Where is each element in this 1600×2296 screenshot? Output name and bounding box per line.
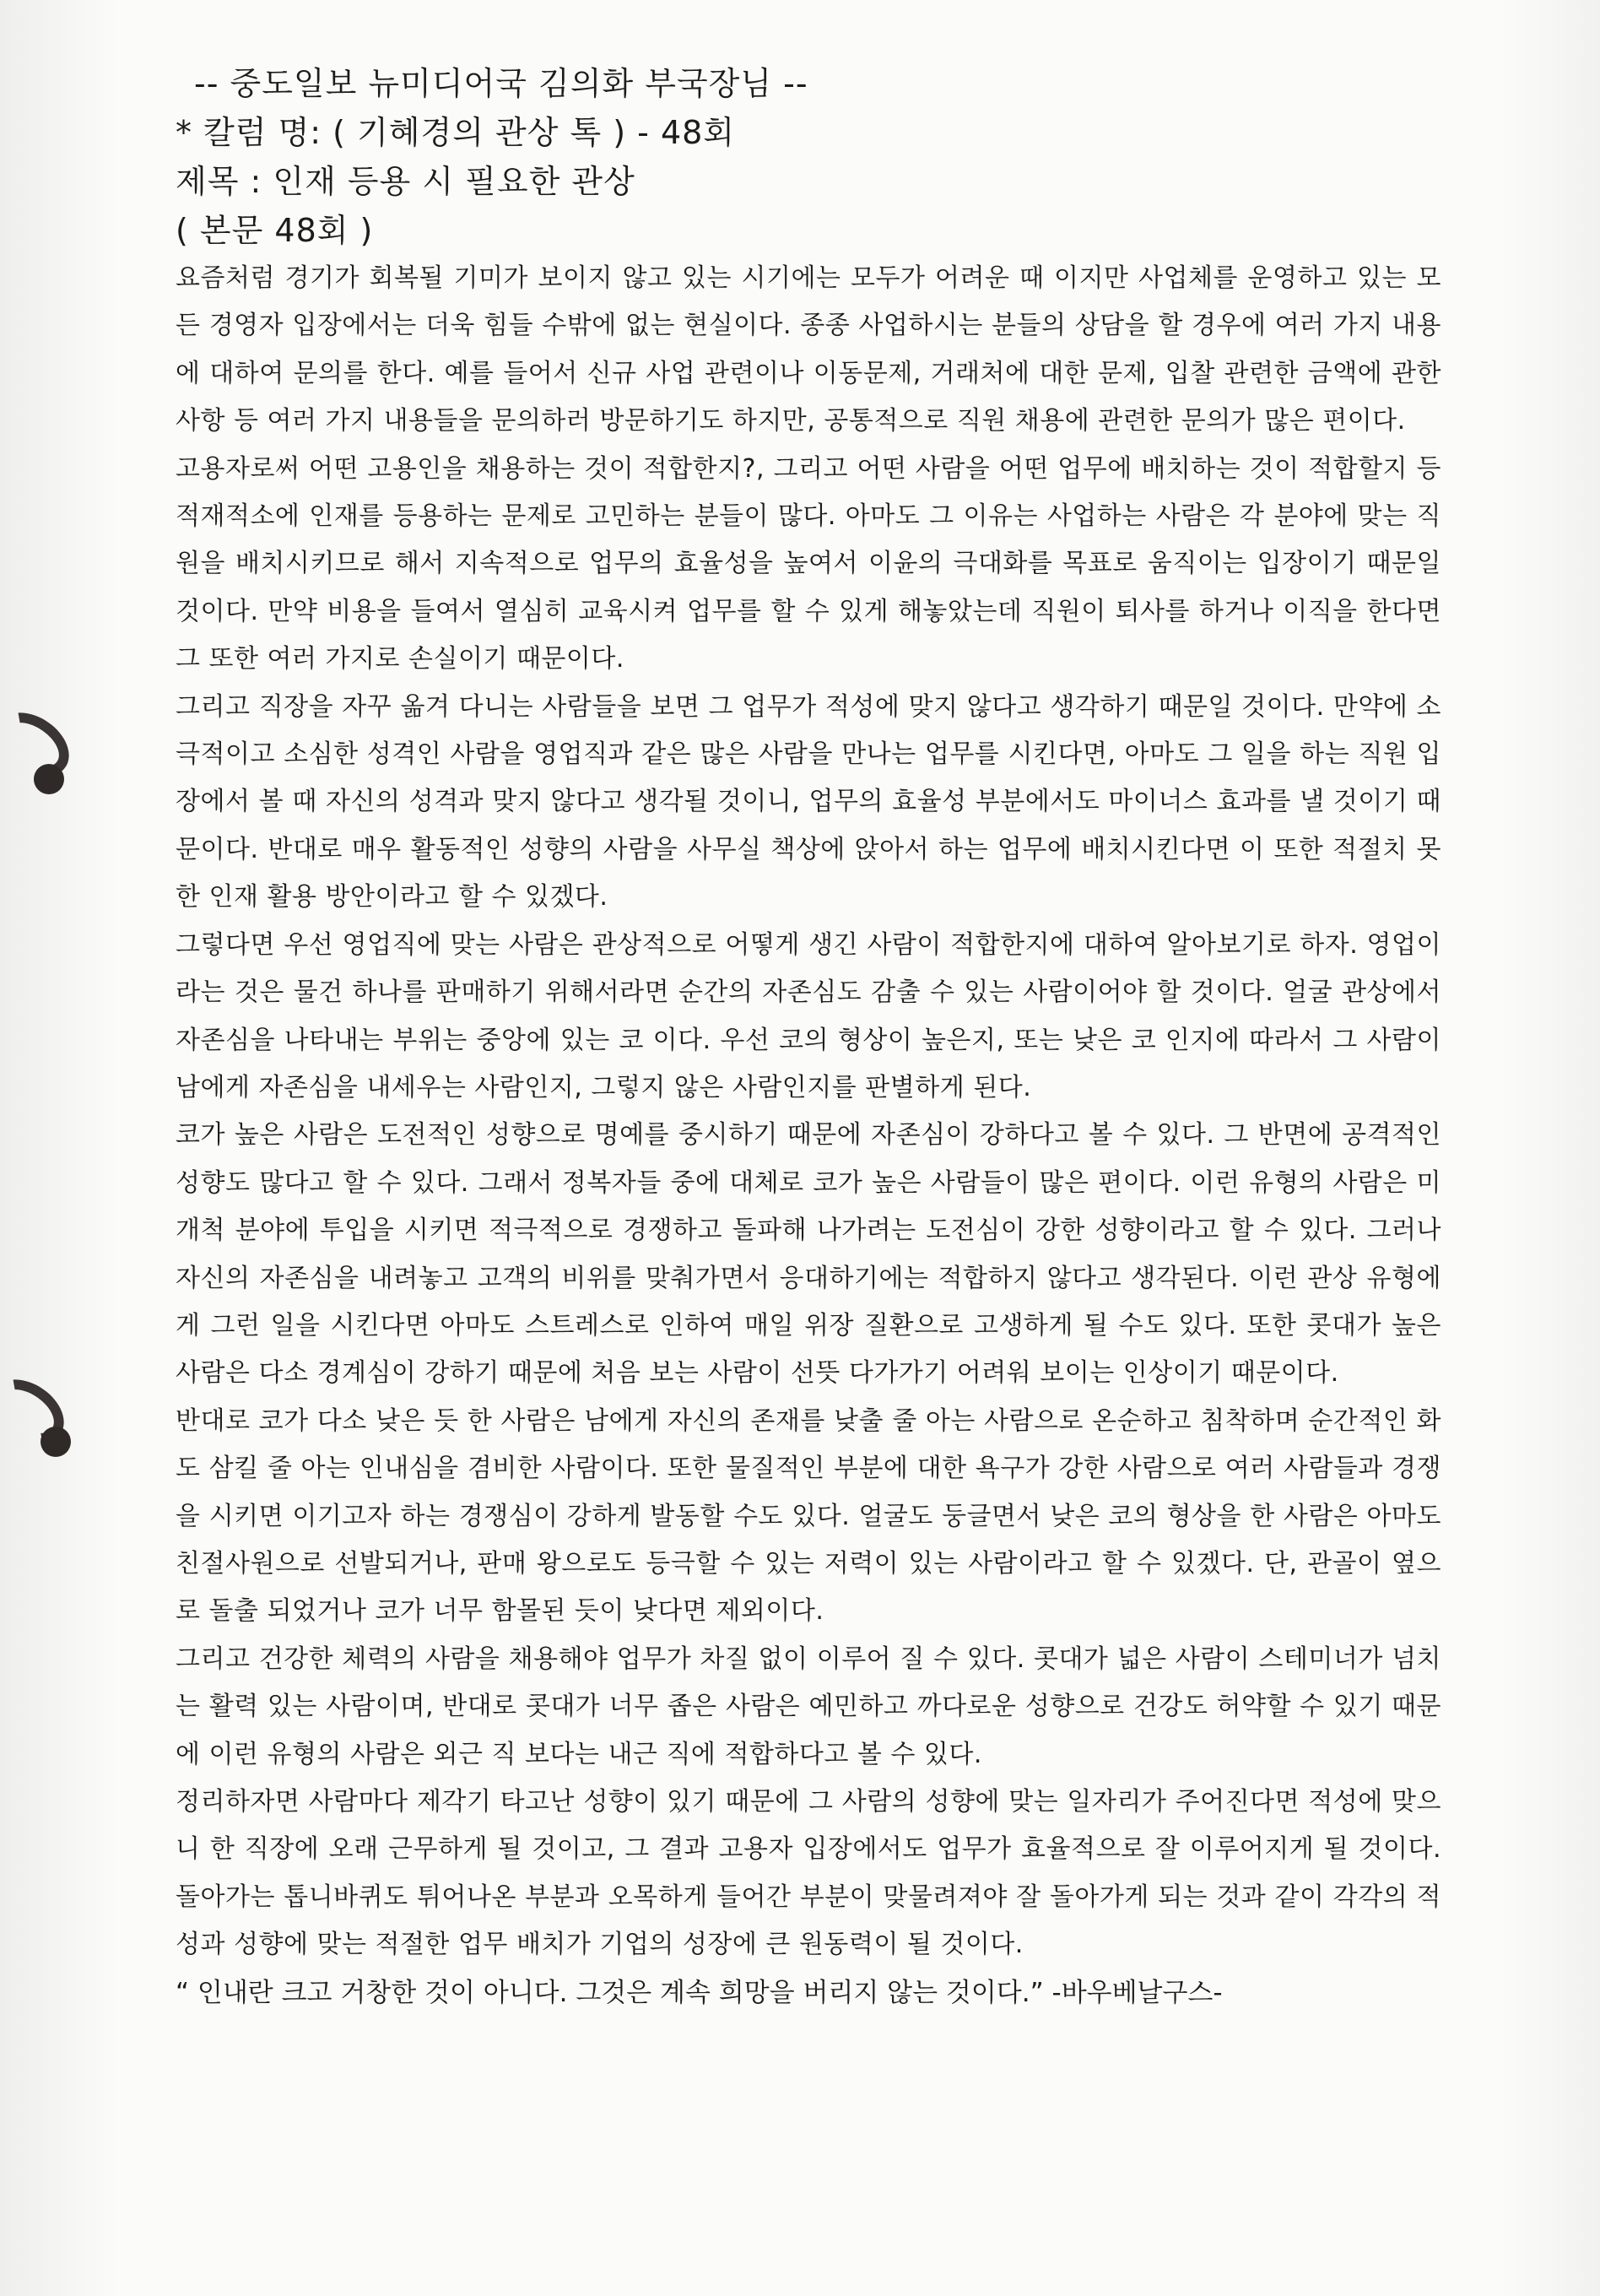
- paragraph-6: 반대로 코가 다소 낮은 듯 한 사람은 남에게 자신의 존재를 낮출 줄 아는 사람으로 온순하고 침착하며 순간적인 화도 삼킬 줄 아는 인내심을 겸비한 사람이다. 또한 물질적인 부분에 대한 욕구가 강한 사람으로 여러 사람들과 경쟁을 시키면 이기고자 하는 경쟁심이 강하게 발동할 수도 있다. 얼굴도 둥글면서 낮은 코의 형상을 한 사람은 아마도 친절사원으로 선발되거나, 판매 왕으로도 등극할 수 있는 저력이 있는 사람이라고 할 수 있겠다. 단, 관골이 옆으로 돌출 되었거나 코가 너무 함몰된 듯이 낮다면 제외이다.: [176, 1405, 1441, 1627]
- column-source: -- 중도일보 뉴미디어국 김의화 부국장님 --: [194, 65, 808, 102]
- paragraph-3: 그리고 직장을 자꾸 옮겨 다니는 사람들을 보면 그 업무가 적성에 맞지 않다고 생각하기 때문일 것이다. 만약에 소극적이고 소심한 성격인 사람을 영업직과 같은 많은 사람을 만나는 업무를 시킨다면, 아마도 그 일을 하는 직원 입장에서 볼 때 자신의 성격과 맞지 않다고 생각될 것이니, 업무의 효율성 부분에서도 마이너스 효과를 낼 것이기 때문이다. 반대로 매우 활동적인 성향의 사람을 사무실 책상에 앉아서 하는 업무에 배치시킨다면 이 또한 적절치 못한 인재 활용 방안이라고 할 수 있겠다.: [176, 691, 1441, 912]
- paragraph-2: 고용자로써 어떤 고용인을 채용하는 것이 적합한지?, 그리고 어떤 사람을 어떤 업무에 배치하는 것이 적합할지 등 적재적소에 인재를 등용하는 문제로 고민하는 분들이 많다. 아마도 그 이유는 사업하는 사람은 각 분야에 맞는 직원을 배치시키므로 해서 지속적으로 업무의 효율성을 높여서 이윤의 극대화를 목표로 움직이는 입장이기 때문일 것이다. 만약 비용을 들여서 열심히 교육시켜 업무를 할 수 있게 해놓았는데 직원이 퇴사를 하거나 이직을 한다면 그 또한 여러 가지로 손실이기 때문이다.: [176, 453, 1441, 674]
- binder-hole-bottom: [41, 1427, 71, 1457]
- article-title: 제목 : 인재 등용 시 필요한 관상: [176, 163, 635, 200]
- paragraph-5: 코가 높은 사람은 도전적인 성향으로 명예를 중시하기 때문에 자존심이 강하다고 볼 수 있다. 그 반면에 공격적인 성향도 많다고 할 수 있다. 그래서 정복자들 중에 대체로 코가 높은 사람들이 많은 편이다. 이런 유형의 사람은 미개척 분야에 투입을 시키면 적극적으로 경쟁하고 돌파해 나가려는 도전심이 강한 성향이라고 할 수 있다. 그러나 자신의 자존심을 내려놓고 고객의 비위를 맞춰가면서 응대하기에는 적합하지 않다고 생각된다. 이런 관상 유형에게 그런 일을 시킨다면 아마도 스트레스로 인하여 매일 위장 질환으로 고생하게 될 수도 있다. 또한 콧대가 높은 사람은 다소 경계심이 강하기 때문에 처음 보는 사람이 선뜻 다가가기 어려워 보이는 인상이기 때문이다.: [176, 1120, 1441, 1389]
- document-body: [176, 59, 1441, 2017]
- paragraph-7: 그리고 건강한 체력의 사람을 채용해야 업무가 차질 없이 이루어 질 수 있다. 콧대가 넓은 사람이 스테미너가 넘치는 활력 있는 사람이며, 반대로 콧대가 너무 좁은 사람은 예민하고 까다로운 성향으로 건강도 허약할 수 있기 때문에 이런 유형의 사람은 외근 직 보다는 내근 직에 적합하다고 볼 수 있다.: [176, 1643, 1441, 1769]
- closing-quote: “ 인내란 크고 거창한 것이 아니다. 그것은 계속 희망을 버리지 않는 것이다.” -바우베날구스-: [176, 1977, 1223, 2008]
- article-episode: ( 본문 48회 ): [176, 212, 374, 249]
- paragraph-4: 그렇다면 우선 영업직에 맞는 사람은 관상적으로 어떻게 생긴 사람이 적합한지에 대하여 알아보기로 하자. 영업이라는 것은 물건 하나를 판매하기 위해서라면 순간의 자존심도 감출 수 있는 사람이어야 할 것이다. 얼굴 관상에서 자존심을 나타내는 부위는 중앙에 있는 코 이다. 우선 코의 형상이 높은지, 또는 낮은 코 인지에 따라서 그 사람이 남에게 자존심을 내세우는 사람인지, 그렇지 않은 사람인지를 판별하게 된다.: [176, 929, 1441, 1102]
- paragraph-1: 요즘처럼 경기가 회복될 기미가 보이지 않고 있는 시기에는 모두가 어려운 때 이지만 사업체를 운영하고 있는 모든 경영자 입장에서는 더욱 힘들 수밖에 없는 현실이다. 종종 사업하시는 분들의 상담을 할 경우에 여러 가지 내용에 대하여 문의를 한다. 예를 들어서 신규 사업 관련이나 이동문제, 거래처에 대한 문제, 입찰 관련한 금액에 관한 사항 등 여러 가지 내용들을 문의하러 방문하기도 하지만, 공통적으로 직원 채용에 관련한 문의가 많은 편이다.: [176, 263, 1441, 436]
- binder-hole-top: [34, 764, 64, 794]
- paragraph-8: 정리하자면 사람마다 제각기 타고난 성향이 있기 때문에 그 사람의 성향에 맞는 일자리가 주어진다면 적성에 맞으니 한 직장에 오래 근무하게 될 것이고, 그 결과 고용자 입장에서도 업무가 효율적으로 잘 이루어지게 될 것이다. 돌아가는 톱니바퀴도 튀어나온 부분과 오목하게 들어간 부분이 맞물려져야 잘 돌아가게 되는 것과 같이 각각의 적성과 성향에 맞는 적절한 업무 배치가 기업의 성장에 큰 원동력이 될 것이다.: [176, 1787, 1441, 1960]
- column-name: * 칼럼 명: ( 기혜경의 관상 톡 ) - 48회: [176, 114, 736, 151]
